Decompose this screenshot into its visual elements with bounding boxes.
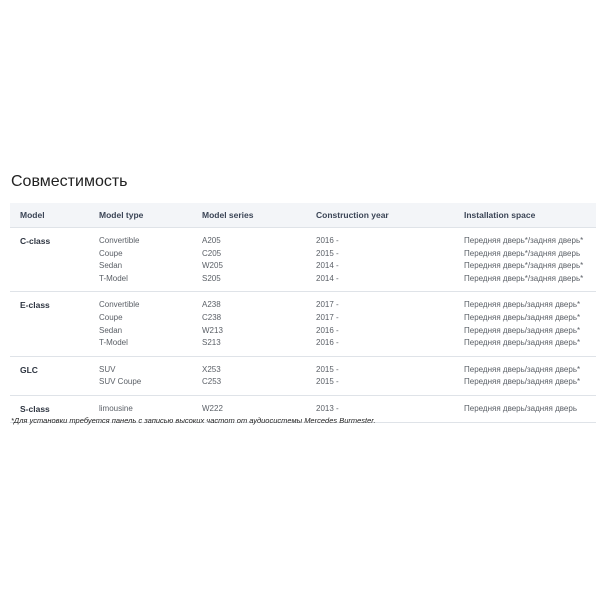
model-type: Sedan (99, 325, 123, 335)
installation-space: Передняя дверь/задняя дверь* (464, 312, 581, 322)
header-row (10, 203, 596, 228)
model-type: Sedan (99, 261, 123, 271)
construction-year-cell (306, 356, 454, 395)
installation-space: Передняя дверь/задняя дверь (464, 403, 577, 413)
installation-space: Передняя дверь/задняя дверь* (464, 377, 581, 387)
construction-year: 2015 - (316, 248, 339, 258)
model-series-cell (192, 228, 306, 292)
installation-space: Передняя дверь/задняя дверь* (464, 300, 581, 310)
model-cell (10, 292, 89, 356)
installation-space-cell (454, 292, 596, 356)
model-name: S-class (20, 403, 50, 414)
model-cell (10, 356, 89, 395)
model-cell (10, 228, 89, 292)
footnote: *Для установки требуется панель с записью высоких частот от аудиосистемы Mercedes Burmester. (11, 416, 376, 425)
model-series-cell (192, 356, 306, 395)
construction-year: 2016 - (316, 338, 339, 348)
construction-year-cell (306, 292, 454, 356)
model-series: X253 (202, 364, 221, 374)
model-name: C-class (20, 236, 51, 246)
model-type: limousine (99, 403, 133, 413)
installation-space: Передняя дверь*/задняя дверь (464, 248, 581, 258)
model-series: A238 (202, 300, 221, 310)
construction-year: 2013 - (316, 403, 339, 413)
installation-space: Передняя дверь*/задняя дверь* (464, 236, 584, 245)
model-type: T-Model (99, 338, 128, 348)
table-row (10, 228, 596, 292)
table-header (10, 203, 596, 228)
model-type: SUV Coupe (99, 377, 142, 387)
model-series: C238 (202, 312, 222, 322)
installation-space: Передняя дверь/задняя дверь* (464, 338, 581, 348)
model-type: Convertible (99, 236, 140, 245)
model-name: GLC (20, 364, 38, 375)
table-row (10, 356, 596, 395)
model-series: S205 (202, 273, 221, 283)
installation-space-cell (454, 228, 596, 292)
table-row (10, 292, 596, 356)
model-type-cell (89, 228, 192, 292)
header-model-series: Model series (192, 203, 306, 228)
model-series-cell (192, 292, 306, 356)
model-type: SUV (99, 364, 116, 374)
model-series: W222 (202, 403, 223, 413)
model-type: Convertible (99, 300, 140, 310)
construction-year: 2015 - (316, 377, 339, 387)
installation-space-cell (454, 395, 596, 422)
model-series: C253 (202, 377, 222, 387)
construction-year: 2016 - (316, 325, 339, 335)
model-type: T-Model (99, 273, 128, 283)
model-series: S213 (202, 338, 221, 348)
compatibility-table (10, 203, 596, 423)
installation-space: Передняя дверь/задняя дверь* (464, 325, 581, 335)
model-series: A205 (202, 236, 221, 245)
construction-year-cell (306, 228, 454, 292)
construction-year: 2017 - (316, 300, 339, 310)
model-series: W205 (202, 261, 223, 271)
compatibility-table-wrap (10, 203, 596, 423)
header-installation-space: Installation space (454, 203, 596, 228)
installation-space-cell (454, 356, 596, 395)
construction-year: 2014 - (316, 273, 339, 283)
installation-space: Передняя дверь*/задняя дверь* (464, 273, 584, 283)
installation-space: Передняя дверь*/задняя дверь* (464, 261, 584, 271)
header-model: Model (10, 203, 89, 228)
model-type-cell (89, 356, 192, 395)
construction-year: 2014 - (316, 261, 339, 271)
construction-year: 2016 - (316, 236, 339, 245)
installation-space: Передняя дверь/задняя дверь* (464, 364, 581, 374)
construction-year: 2017 - (316, 312, 339, 322)
model-series: C205 (202, 248, 222, 258)
construction-year: 2015 - (316, 364, 339, 374)
header-construction-year: Construction year (306, 203, 454, 228)
model-series: W213 (202, 325, 223, 335)
model-type: Coupe (99, 248, 123, 258)
page-title: Совместимость (11, 173, 128, 190)
model-type-cell (89, 292, 192, 356)
header-model-type: Model type (89, 203, 192, 228)
model-type: Coupe (99, 312, 123, 322)
model-name: E-class (20, 300, 50, 311)
table-body (10, 228, 596, 423)
